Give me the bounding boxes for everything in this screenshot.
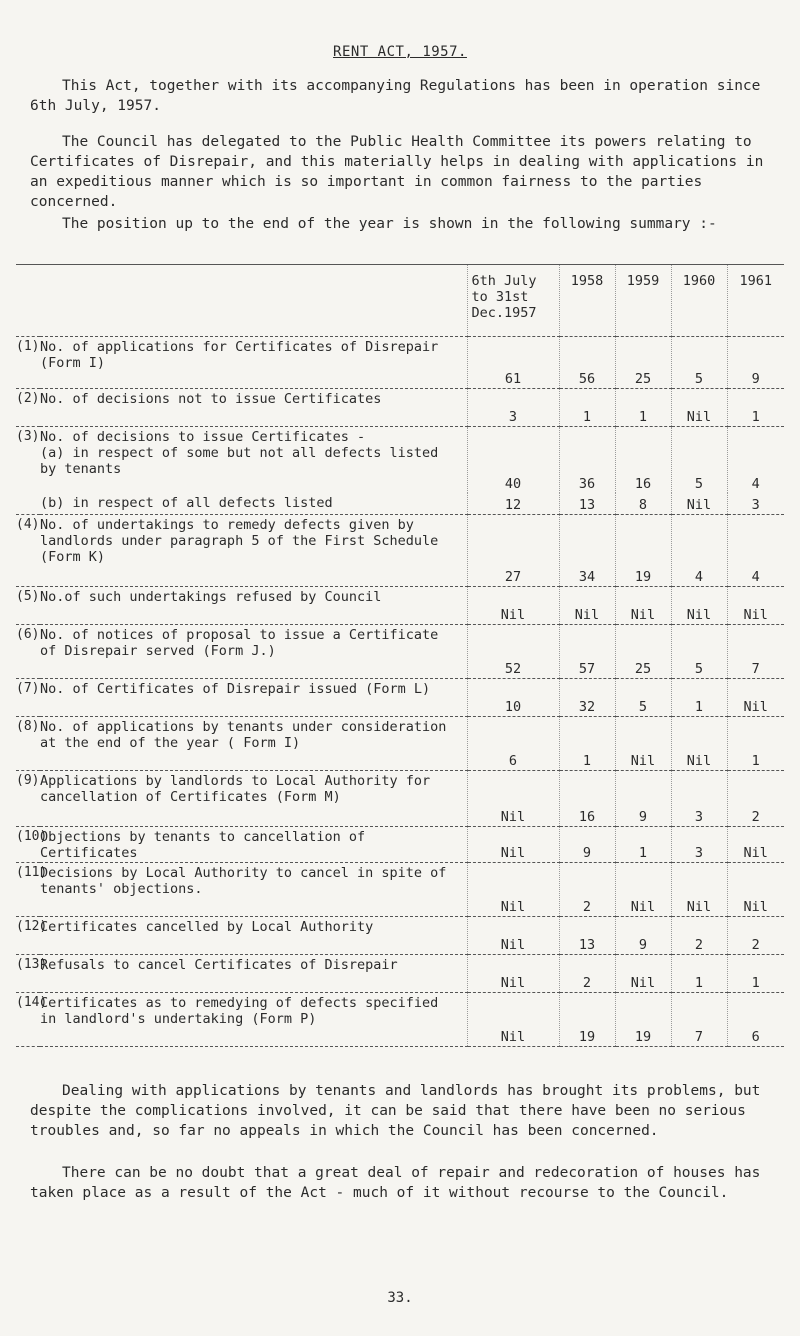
value-1960: Nil	[671, 389, 727, 427]
value-1957: 61	[467, 337, 559, 389]
value-1961: 1	[727, 717, 784, 771]
dealing-paragraph: Dealing with applications by tenants and landlords has brought its problems, but despite the complications involved, it can be said that there have been no serious troubles and, so far no appeals in which the Council has been concerned.	[30, 1083, 761, 1139]
value-1957: 52	[467, 625, 559, 679]
value-1961: 3	[727, 493, 784, 515]
value-1957: Nil	[467, 955, 559, 993]
value-1960: 5	[671, 625, 727, 679]
value-1958: 56	[559, 337, 615, 389]
value-1960: 5	[671, 427, 727, 493]
value-1958: 34	[559, 515, 615, 587]
row-description-sub-a: (a) in respect of some but not all defects listed by tenants	[40, 445, 439, 477]
value-1957: 27	[467, 515, 559, 587]
table-row	[16, 917, 784, 955]
document-title: RENT ACT, 1957.	[333, 44, 467, 60]
row-number	[16, 493, 40, 515]
row-description: Certificates as to remedying of defects specified in landlord's undertaking (Form P)	[40, 993, 467, 1047]
row-number: (14)	[16, 993, 40, 1047]
repair-paragraph: There can be no doubt that a great deal of repair and redecoration of houses has taken place as a result of the Act - much of it without recourse to the Council.	[30, 1165, 761, 1201]
value-1958: 1	[559, 389, 615, 427]
value-1961: Nil	[727, 863, 784, 917]
value-1961: Nil	[727, 827, 784, 863]
value-1960: Nil	[671, 863, 727, 917]
value-1957: 10	[467, 679, 559, 717]
value-1957: 12	[467, 493, 559, 515]
value-1959: Nil	[615, 587, 671, 625]
value-1957: Nil	[467, 917, 559, 955]
value-1959: 1	[615, 389, 671, 427]
value-1960: Nil	[671, 587, 727, 625]
header-blank	[16, 265, 40, 337]
value-1961: 1	[727, 955, 784, 993]
value-1961: 2	[727, 917, 784, 955]
row-description: Objections by tenants to cancellation of Certificates	[40, 827, 467, 863]
value-1961: 9	[727, 337, 784, 389]
intro-paragraph: This Act, together with its accompanying Regulations has been in operation since 6th July, 1957.	[30, 78, 761, 114]
position-paragraph: The position up to the end of the year is shown in the following summary :-	[62, 216, 717, 232]
row-number: (7)	[16, 679, 40, 717]
value-1958: 2	[559, 863, 615, 917]
row-description: No.of such undertakings refused by Council	[40, 587, 467, 625]
header-blank	[40, 265, 467, 337]
value-1958: 57	[559, 625, 615, 679]
value-1958: 13	[559, 493, 615, 515]
row-number: (10)	[16, 827, 40, 863]
header-1961: 1961	[727, 265, 784, 337]
value-1959: Nil	[615, 955, 671, 993]
value-1957: 6	[467, 717, 559, 771]
value-1959: 9	[615, 917, 671, 955]
row-description: No. of decisions not to issue Certificates	[40, 389, 467, 427]
table-row	[16, 679, 784, 717]
header-1960: 1960	[671, 265, 727, 337]
row-number: (11)	[16, 863, 40, 917]
value-1960: Nil	[671, 717, 727, 771]
row-number: (5)	[16, 587, 40, 625]
value-1959: 25	[615, 625, 671, 679]
row-description: No. of Certificates of Disrepair issued (Form L)	[40, 679, 467, 717]
value-1958: 2	[559, 955, 615, 993]
value-1960: 7	[671, 993, 727, 1047]
row-description: No. of undertakings to remedy defects given by landlords under paragraph 5 of the First Schedule (Form K)	[40, 515, 467, 587]
row-number: (12)	[16, 917, 40, 955]
table-row	[16, 587, 784, 625]
row-number: (2)	[16, 389, 40, 427]
value-1960: 2	[671, 917, 727, 955]
value-1959: 16	[615, 427, 671, 493]
value-1959: 8	[615, 493, 671, 515]
value-1958: 9	[559, 827, 615, 863]
value-1959: 25	[615, 337, 671, 389]
value-1960: Nil	[671, 493, 727, 515]
value-1960: 1	[671, 679, 727, 717]
value-1958: 19	[559, 993, 615, 1047]
rent-act-summary-table	[16, 264, 784, 1047]
value-1959: 19	[615, 515, 671, 587]
page-number: 33.	[387, 1290, 413, 1306]
value-1961: 2	[727, 771, 784, 827]
delegation-paragraph: The Council has delegated to the Public Health Committee its powers relating to Certificates of Disrepair, and this materially helps in dealing with applications in an expeditious manner which is so important in common fairness to the parties concerned.	[30, 134, 764, 210]
header-1958: 1958	[559, 265, 615, 337]
value-1958: 32	[559, 679, 615, 717]
header-1959: 1959	[615, 265, 671, 337]
table-row	[16, 771, 784, 827]
value-1960: 4	[671, 515, 727, 587]
value-1960: 1	[671, 955, 727, 993]
value-1960: 5	[671, 337, 727, 389]
value-1961: 4	[727, 427, 784, 493]
table-row	[16, 515, 784, 587]
value-1958: Nil	[559, 587, 615, 625]
value-1957: Nil	[467, 771, 559, 827]
table-row	[16, 389, 784, 427]
row-number: (9)	[16, 771, 40, 827]
value-1959: Nil	[615, 717, 671, 771]
value-1959: 5	[615, 679, 671, 717]
value-1961: 4	[727, 515, 784, 587]
value-1961: 1	[727, 389, 784, 427]
row-description-main: No. of decisions to issue Certificates -	[40, 429, 366, 445]
value-1957: 3	[467, 389, 559, 427]
row-number: (13)	[16, 955, 40, 993]
value-1958: 16	[559, 771, 615, 827]
row-description: No. of applications by tenants under consideration at the end of the year ( Form I)	[40, 717, 467, 771]
table-row	[16, 827, 784, 863]
value-1961: 6	[727, 993, 784, 1047]
table-row	[16, 993, 784, 1047]
row-description: No. of notices of proposal to issue a Certificate of Disrepair served (Form J.)	[40, 625, 467, 679]
table-row	[16, 337, 784, 389]
value-1957: 40	[467, 427, 559, 493]
row-number: (4)	[16, 515, 40, 587]
table-row	[16, 493, 784, 515]
row-number: (3)	[16, 429, 40, 444]
row-description	[40, 427, 467, 493]
value-1959: Nil	[615, 863, 671, 917]
value-1958: 13	[559, 917, 615, 955]
row-number: (1)	[16, 337, 40, 389]
value-1960: 3	[671, 771, 727, 827]
value-1961: Nil	[727, 679, 784, 717]
value-1957: Nil	[467, 863, 559, 917]
header-period: 6th July to 31st Dec.1957	[467, 265, 559, 337]
table-row	[16, 863, 784, 917]
value-1961: Nil	[727, 587, 784, 625]
row-number: (8)	[16, 717, 40, 771]
value-1959: 1	[615, 827, 671, 863]
value-1958: 1	[559, 717, 615, 771]
value-1957: Nil	[467, 827, 559, 863]
value-1958: 36	[559, 427, 615, 493]
row-description: No. of applications for Certificates of Disrepair (Form I)	[40, 337, 467, 389]
row-description: Applications by landlords to Local Authority for cancellation of Certificates (Form M)	[40, 771, 467, 827]
table-row	[16, 955, 784, 993]
table-row	[16, 427, 784, 493]
value-1957: Nil	[467, 993, 559, 1047]
value-1959: 19	[615, 993, 671, 1047]
value-1959: 9	[615, 771, 671, 827]
row-description: Certificates cancelled by Local Authority	[40, 917, 467, 955]
row-description: Refusals to cancel Certificates of Disrepair	[40, 955, 467, 993]
table-row	[16, 625, 784, 679]
value-1957: Nil	[467, 587, 559, 625]
table-header-row	[16, 265, 784, 337]
row-description: Decisions by Local Authority to cancel in spite of tenants' objections.	[40, 863, 467, 917]
row-description: (b) in respect of all defects listed	[40, 493, 467, 515]
value-1960: 3	[671, 827, 727, 863]
table-row	[16, 717, 784, 771]
row-number: (6)	[16, 625, 40, 679]
value-1961: 7	[727, 625, 784, 679]
